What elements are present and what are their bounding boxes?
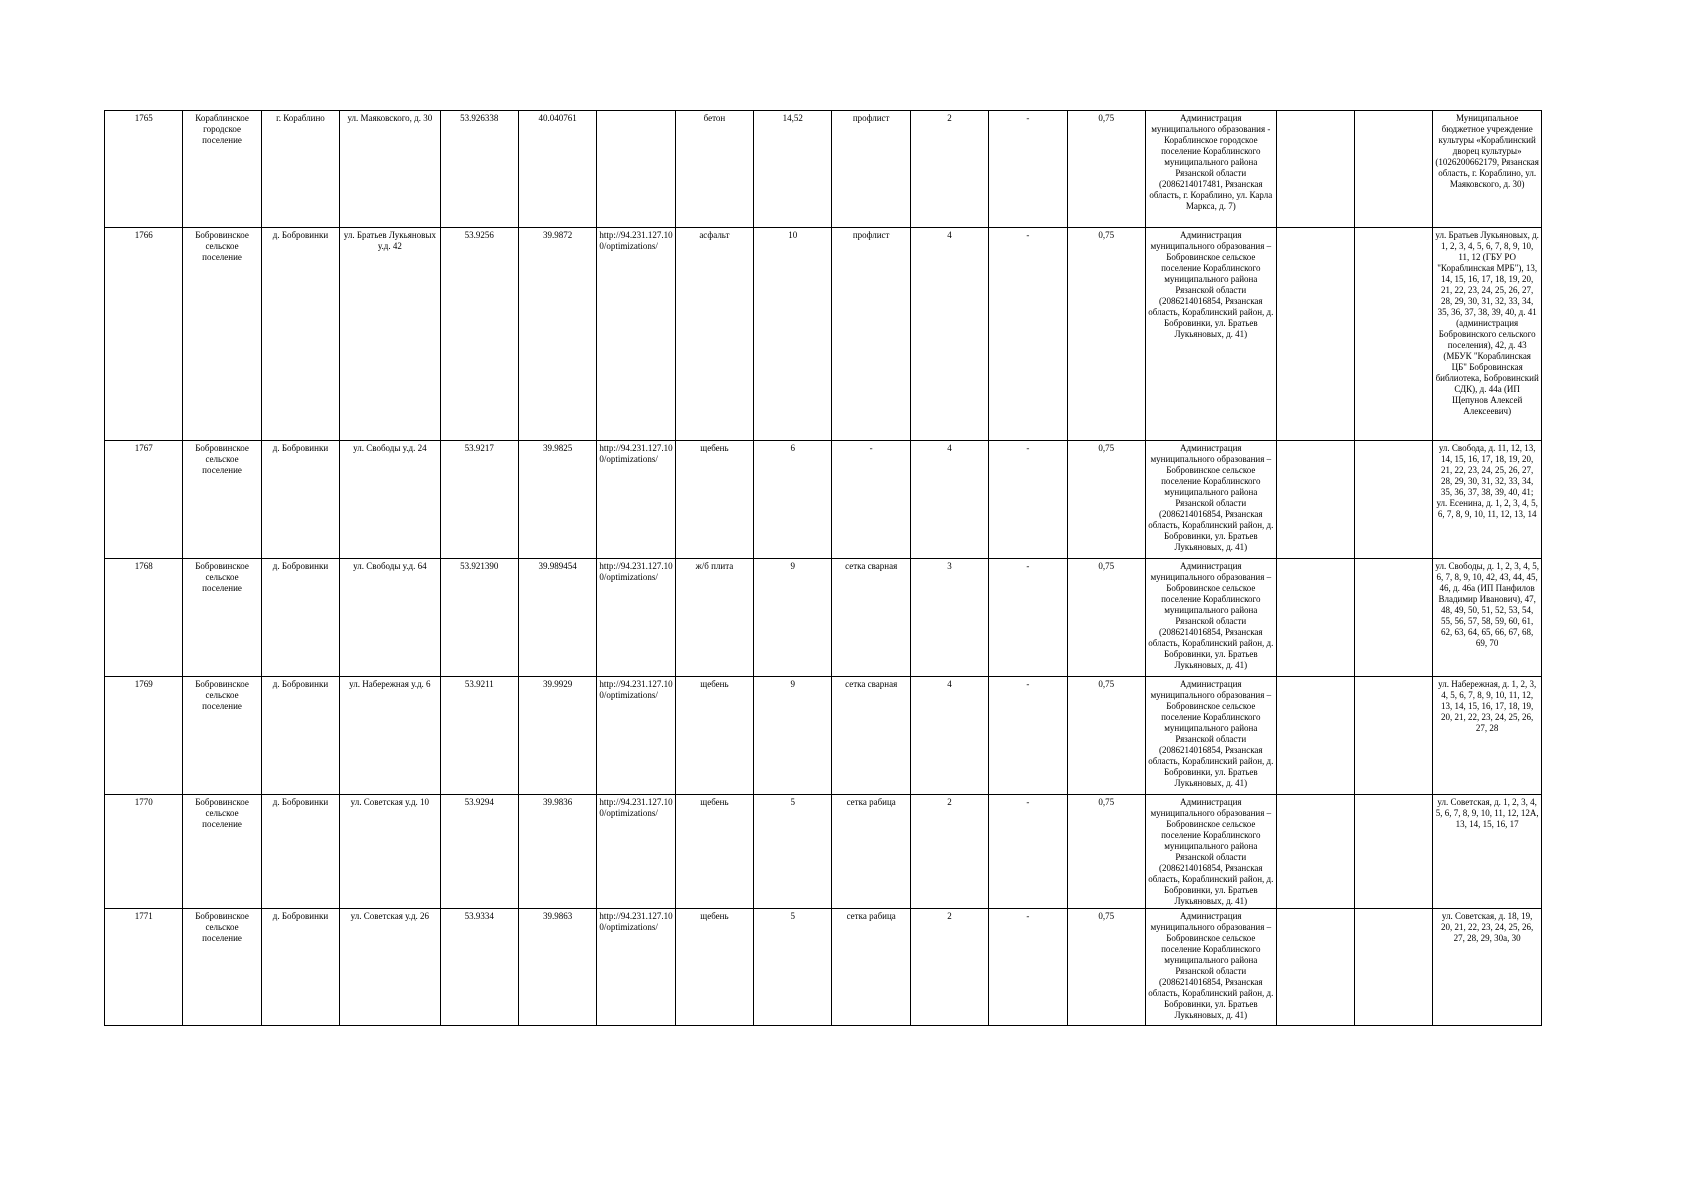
waste-sources-cell: ул. Советская, д. 18, 19, 20, 21, 22, 23, 24, 25, 26, 27, 28, 29, 30а, 30 bbox=[1433, 909, 1542, 1026]
containers-actual-cell: - bbox=[989, 677, 1067, 795]
empty-cell bbox=[1354, 559, 1432, 677]
latitude-cell: 53.9256 bbox=[440, 228, 518, 441]
volume-cell: 0,75 bbox=[1067, 441, 1145, 559]
table-row bbox=[105, 795, 1542, 909]
containers-planned-cell: 2 bbox=[910, 909, 988, 1026]
record-number-cell: 1768 bbox=[105, 559, 183, 677]
locality-cell: д. Бобровинки bbox=[261, 677, 339, 795]
settlement-cell: Бобровинское сельское поселение bbox=[183, 795, 261, 909]
latitude-cell: 53.921390 bbox=[440, 559, 518, 677]
settlement-cell: Бобровинское сельское поселение bbox=[183, 677, 261, 795]
area-cell: 6 bbox=[754, 441, 832, 559]
longitude-cell: 39.989454 bbox=[518, 559, 596, 677]
record-number-cell: 1765 bbox=[105, 111, 183, 228]
address-cell: ул. Советская у.д. 10 bbox=[340, 795, 440, 909]
table-row bbox=[105, 228, 1542, 441]
locality-cell: г. Кораблино bbox=[261, 111, 339, 228]
longitude-cell: 39.9863 bbox=[518, 909, 596, 1026]
settlement-cell: Бобровинское сельское поселение bbox=[183, 559, 261, 677]
fence-cell: сетка сварная bbox=[832, 559, 910, 677]
area-cell: 5 bbox=[754, 795, 832, 909]
volume-cell: 0,75 bbox=[1067, 909, 1145, 1026]
containers-actual-cell: - bbox=[989, 228, 1067, 441]
locality-cell: д. Бобровинки bbox=[261, 795, 339, 909]
containers-planned-cell: 2 bbox=[910, 795, 988, 909]
containers-planned-cell: 4 bbox=[910, 677, 988, 795]
surface-cell: щебень bbox=[675, 441, 753, 559]
locality-cell: д. Бобровинки bbox=[261, 228, 339, 441]
owner-cell: Администрация муниципального образования – Бобровинское сельское поселение Кораблинского муниципального района Рязанской области (2086214016854, Рязанская область, Кораблинский район, д. Бобровинки, ул. Братьев Лукьяновых, д. 41) bbox=[1145, 559, 1276, 677]
address-cell: ул. Братьев Лукьяновых у.д. 42 bbox=[340, 228, 440, 441]
scheme-link-cell: http://94.231.127.100/optimizations/ bbox=[597, 909, 675, 1026]
empty-cell bbox=[1276, 111, 1354, 228]
fence-cell: сетка рабица bbox=[832, 909, 910, 1026]
locality-cell: д. Бобровинки bbox=[261, 559, 339, 677]
area-cell: 5 bbox=[754, 909, 832, 1026]
scheme-link-cell bbox=[597, 111, 675, 228]
empty-cell bbox=[1354, 909, 1432, 1026]
record-number-cell: 1766 bbox=[105, 228, 183, 441]
fence-cell: - bbox=[832, 441, 910, 559]
owner-cell: Администрация муниципального образования – Бобровинское сельское поселение Кораблинского муниципального района Рязанской области (2086214016854, Рязанская область, Кораблинский район, д. Бобровинки, ул. Братьев Лукьяновых, д. 41) bbox=[1145, 677, 1276, 795]
address-cell: ул. Маяковского, д. 30 bbox=[340, 111, 440, 228]
containers-actual-cell: - bbox=[989, 795, 1067, 909]
locality-cell: д. Бобровинки bbox=[261, 909, 339, 1026]
waste-sources-cell: Муниципальное бюджетное учреждение культуры «Кораблинский дворец культуры» (1026200662179, Рязанская область, г. Кораблино, ул. Маяковского, д. 30) bbox=[1433, 111, 1542, 228]
empty-cell bbox=[1354, 441, 1432, 559]
volume-cell: 0,75 bbox=[1067, 795, 1145, 909]
volume-cell: 0,75 bbox=[1067, 111, 1145, 228]
containers-actual-cell: - bbox=[989, 441, 1067, 559]
longitude-cell: 39.9872 bbox=[518, 228, 596, 441]
latitude-cell: 53.9294 bbox=[440, 795, 518, 909]
longitude-cell: 40.040761 bbox=[518, 111, 596, 228]
record-number-cell: 1770 bbox=[105, 795, 183, 909]
volume-cell: 0,75 bbox=[1067, 677, 1145, 795]
containers-planned-cell: 2 bbox=[910, 111, 988, 228]
table-row bbox=[105, 111, 1542, 228]
owner-cell: Администрация муниципального образования – Бобровинское сельское поселение Кораблинского муниципального района Рязанской области (2086214016854, Рязанская область, Кораблинский район, д. Бобровинки, ул. Братьев Лукьяновых, д. 41) bbox=[1145, 909, 1276, 1026]
address-cell: ул. Набережная у.д. 6 bbox=[340, 677, 440, 795]
settlement-cell: Бобровинское сельское поселение bbox=[183, 909, 261, 1026]
address-cell: ул. Свободы у.д. 64 bbox=[340, 559, 440, 677]
owner-cell: Администрация муниципального образования - Кораблинское городское поселение Кораблинского муниципального района Рязанской области (2086214017481, Рязанская область, г. Кораблино, ул. Карла Маркса, д. 7) bbox=[1145, 111, 1276, 228]
fence-cell: сетка сварная bbox=[832, 677, 910, 795]
scheme-link-cell: http://94.231.127.100/optimizations/ bbox=[597, 677, 675, 795]
scheme-link-cell: http://94.231.127.100/optimizations/ bbox=[597, 441, 675, 559]
longitude-cell: 39.9836 bbox=[518, 795, 596, 909]
scheme-link-cell: http://94.231.127.100/optimizations/ bbox=[597, 559, 675, 677]
surface-cell: щебень bbox=[675, 677, 753, 795]
empty-cell bbox=[1354, 111, 1432, 228]
empty-cell bbox=[1354, 795, 1432, 909]
owner-cell: Администрация муниципального образования – Бобровинское сельское поселение Кораблинского муниципального района Рязанской области (2086214016854, Рязанская область, Кораблинский район, д. Бобровинки, ул. Братьев Лукьяновых, д. 41) bbox=[1145, 441, 1276, 559]
surface-cell: асфальт bbox=[675, 228, 753, 441]
table-row bbox=[105, 909, 1542, 1026]
table-row bbox=[105, 677, 1542, 795]
fence-cell: профлист bbox=[832, 111, 910, 228]
registry-table bbox=[104, 110, 1542, 1026]
record-number-cell: 1771 bbox=[105, 909, 183, 1026]
area-cell: 14,52 bbox=[754, 111, 832, 228]
surface-cell: бетон bbox=[675, 111, 753, 228]
table-row bbox=[105, 441, 1542, 559]
settlement-cell: Бобровинское сельское поселение bbox=[183, 228, 261, 441]
containers-actual-cell: - bbox=[989, 559, 1067, 677]
empty-cell bbox=[1276, 795, 1354, 909]
table-body bbox=[105, 111, 1542, 1026]
waste-sources-cell: ул. Советская, д. 1, 2, 3, 4, 5, 6, 7, 8, 9, 10, 11, 12, 12А, 13, 14, 15, 16, 17 bbox=[1433, 795, 1542, 909]
containers-actual-cell: - bbox=[989, 111, 1067, 228]
longitude-cell: 39.9929 bbox=[518, 677, 596, 795]
settlement-cell: Кораблинское городское поселение bbox=[183, 111, 261, 228]
area-cell: 9 bbox=[754, 677, 832, 795]
record-number-cell: 1769 bbox=[105, 677, 183, 795]
empty-cell bbox=[1354, 677, 1432, 795]
fence-cell: профлист bbox=[832, 228, 910, 441]
volume-cell: 0,75 bbox=[1067, 559, 1145, 677]
fence-cell: сетка рабица bbox=[832, 795, 910, 909]
address-cell: ул. Советская у.д. 26 bbox=[340, 909, 440, 1026]
scheme-link-cell: http://94.231.127.100/optimizations/ bbox=[597, 228, 675, 441]
surface-cell: щебень bbox=[675, 795, 753, 909]
area-cell: 9 bbox=[754, 559, 832, 677]
waste-sources-cell: ул. Братьев Лукьяновых, д. 1, 2, 3, 4, 5, 6, 7, 8, 9, 10, 11, 12 (ГБУ РО "Кораблинская МРБ"), 13, 14, 15, 16, 17, 18, 19, 20, 21, 22, 23, 24, 25, 26, 27, 28, 29, 30, 31, 32, 33, 34, 35, 36, 37, 38, 39, 40, д. 41 (администрация Бобровинского сельского поселения), 42, д. 43 (МБУК "Кораблинская ЦБ" Бобровинская библиотека, Бобровинский СДК), д. 44а (ИП Щепунов Алексей Алексеевич) bbox=[1433, 228, 1542, 441]
area-cell: 10 bbox=[754, 228, 832, 441]
containers-planned-cell: 4 bbox=[910, 441, 988, 559]
record-number-cell: 1767 bbox=[105, 441, 183, 559]
empty-cell bbox=[1354, 228, 1432, 441]
empty-cell bbox=[1276, 441, 1354, 559]
empty-cell bbox=[1276, 909, 1354, 1026]
latitude-cell: 53.926338 bbox=[440, 111, 518, 228]
owner-cell: Администрация муниципального образования – Бобровинское сельское поселение Кораблинского муниципального района Рязанской области (2086214016854, Рязанская область, Кораблинский район, д. Бобровинки, ул. Братьев Лукьяновых, д. 41) bbox=[1145, 228, 1276, 441]
containers-planned-cell: 3 bbox=[910, 559, 988, 677]
waste-sources-cell: ул. Свобода, д. 11, 12, 13, 14, 15, 16, 17, 18, 19, 20, 21, 22, 23, 24, 25, 26, 27, 28, 29, 30, 31, 32, 33, 34, 35, 36, 37, 38, 39, 40, 41; ул. Есенина, д. 1, 2, 3, 4, 5, 6, 7, 8, 9, 10, 11, 12, 13, 14 bbox=[1433, 441, 1542, 559]
waste-sources-cell: ул. Набережная, д. 1, 2, 3, 4, 5, 6, 7, 8, 9, 10, 11, 12, 13, 14, 15, 16, 17, 18, 19, 20, 21, 22, 23, 24, 25, 26, 27, 28 bbox=[1433, 677, 1542, 795]
surface-cell: ж/б плита bbox=[675, 559, 753, 677]
owner-cell: Администрация муниципального образования – Бобровинское сельское поселение Кораблинского муниципального района Рязанской области (2086214016854, Рязанская область, Кораблинский район, д. Бобровинки, ул. Братьев Лукьяновых, д. 41) bbox=[1145, 795, 1276, 909]
empty-cell bbox=[1276, 559, 1354, 677]
volume-cell: 0,75 bbox=[1067, 228, 1145, 441]
waste-sources-cell: ул. Свободы, д. 1, 2, 3, 4, 5, 6, 7, 8, 9, 10, 42, 43, 44, 45, 46, д. 46а (ИП Панфилов Владимир Иванович), 47, 48, 49, 50, 51, 52, 53, 54, 55, 56, 57, 58, 59, 60, 61, 62, 63, 64, 65, 66, 67, 68, 69, 70 bbox=[1433, 559, 1542, 677]
longitude-cell: 39.9825 bbox=[518, 441, 596, 559]
latitude-cell: 53.9217 bbox=[440, 441, 518, 559]
containers-actual-cell: - bbox=[989, 909, 1067, 1026]
settlement-cell: Бобровинское сельское поселение bbox=[183, 441, 261, 559]
empty-cell bbox=[1276, 677, 1354, 795]
table-row bbox=[105, 559, 1542, 677]
latitude-cell: 53.9334 bbox=[440, 909, 518, 1026]
empty-cell bbox=[1276, 228, 1354, 441]
locality-cell: д. Бобровинки bbox=[261, 441, 339, 559]
scheme-link-cell: http://94.231.127.100/optimizations/ bbox=[597, 795, 675, 909]
containers-planned-cell: 4 bbox=[910, 228, 988, 441]
surface-cell: щебень bbox=[675, 909, 753, 1026]
address-cell: ул. Свободы у.д. 24 bbox=[340, 441, 440, 559]
latitude-cell: 53.9211 bbox=[440, 677, 518, 795]
